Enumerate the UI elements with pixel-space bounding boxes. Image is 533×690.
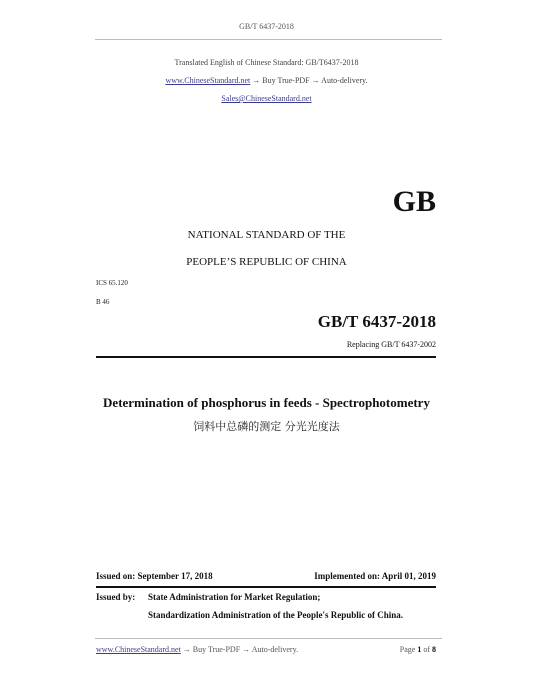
standard-code: GB/T 6437-2018	[317, 312, 436, 331]
national-line-1: NATIONAL STANDARD OF THE	[187, 229, 346, 241]
page-indicator	[400, 645, 436, 654]
issued-on: Issued on: September 17, 2018	[96, 571, 213, 581]
page-label: Page	[399, 645, 416, 654]
page-total: 8	[432, 645, 436, 654]
ics-code: ICS 65.120	[96, 279, 128, 287]
issue-divider	[96, 586, 436, 588]
footer-buy-line	[96, 645, 298, 654]
gb-logo: GB	[392, 185, 436, 218]
footer-divider	[95, 638, 442, 639]
running-header: GB/T 6437-2018	[239, 22, 294, 31]
issuer-2: Standardization Administration of the People's Republic of China.	[148, 610, 404, 620]
code-divider	[96, 356, 436, 358]
classification-code: B 46	[96, 298, 110, 306]
replacing-note: Replacing GB/T 6437-2002	[346, 340, 436, 349]
issued-by-block	[96, 592, 135, 602]
national-line-2: PEOPLE’S REPUBLIC OF CHINA	[186, 256, 347, 268]
issuer-1: State Administration for Market Regulation;	[148, 592, 321, 602]
buy-text: → Buy True-PDF → Auto-delivery.	[250, 76, 368, 85]
email-line	[0, 94, 533, 103]
footer-buy-text: → Buy True-PDF → Auto-delivery.	[180, 645, 299, 654]
buy-line	[0, 76, 533, 85]
title-chinese: 饲料中总磷的测定 分光光度法	[193, 420, 340, 433]
site-link[interactable]: www.ChineseStandard.net	[165, 76, 251, 85]
of-label: of	[423, 645, 430, 654]
translated-line: Translated English of Chinese Standard: GB/T6437-2018	[174, 58, 359, 67]
footer-site-link[interactable]: www.ChineseStandard.net	[96, 645, 181, 654]
title-english: Determination of phosphorus in feeds - Spectrophotometry	[103, 395, 430, 410]
header-divider	[95, 39, 442, 40]
page-number: 1	[417, 645, 422, 654]
email-link[interactable]: Sales@ChineseStandard.net	[221, 94, 312, 103]
issued-by-label: Issued by:	[96, 592, 136, 602]
implemented-on: Implemented on: April 01, 2019	[314, 571, 436, 581]
